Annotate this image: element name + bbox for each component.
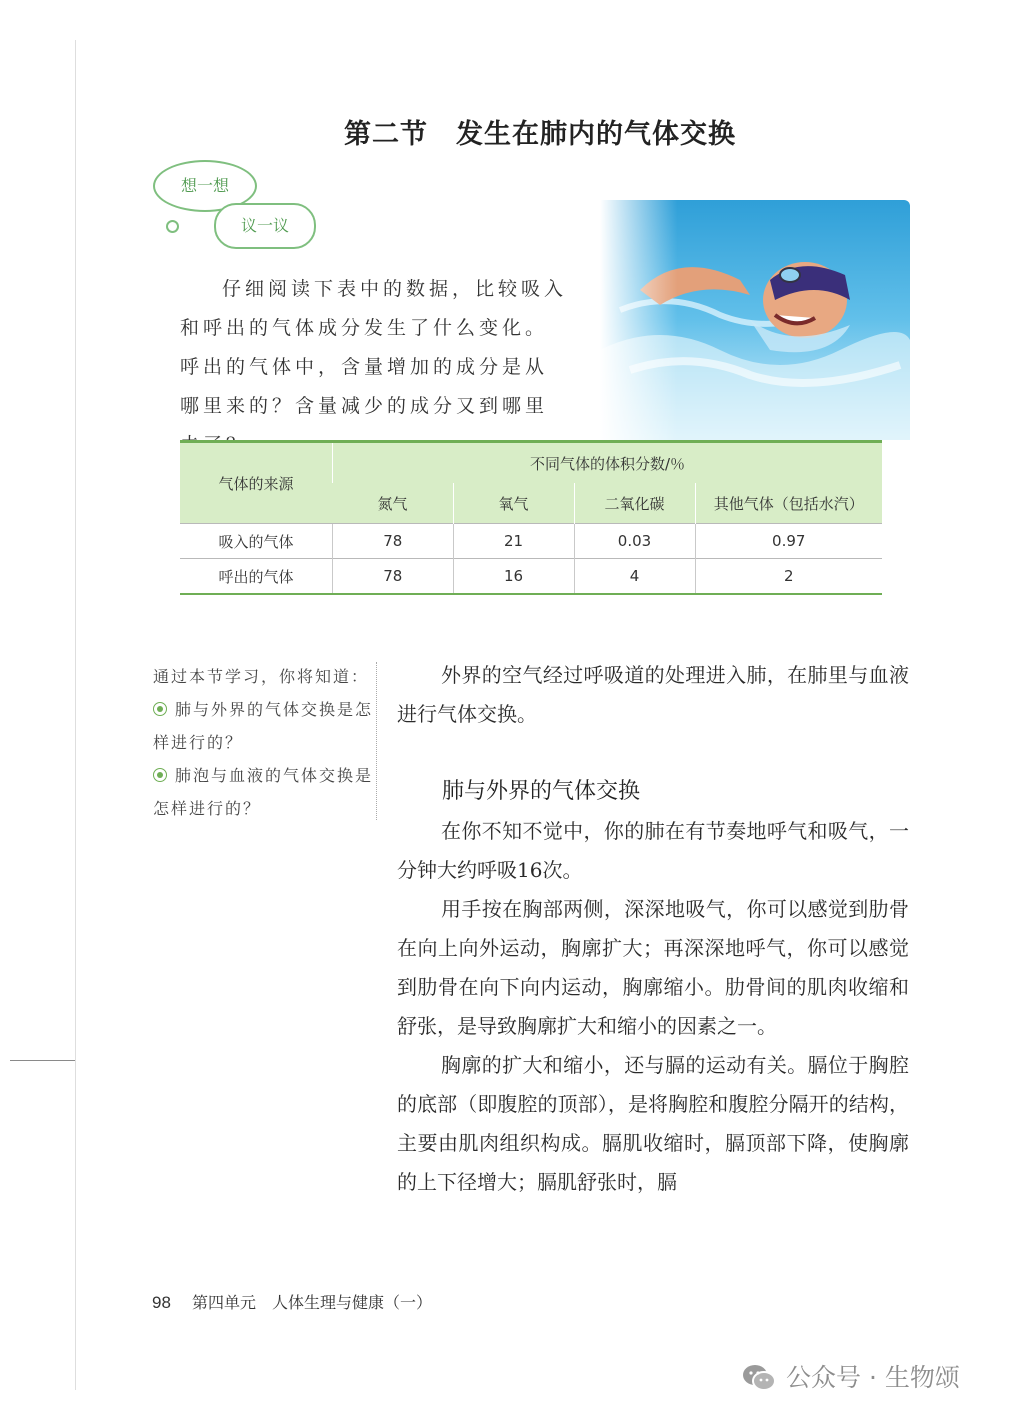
table-row — [180, 559, 882, 595]
objective-text: 肺与外界的气体交换是怎样进行的？ — [153, 700, 374, 752]
table-row — [180, 524, 882, 559]
table-header-co2: 二氧化碳 — [574, 483, 695, 524]
row-label-exhaled: 呼出的气体 — [180, 559, 333, 595]
objectives-intro: 通过本节学习，你将知道： — [153, 667, 370, 686]
objective-item — [153, 693, 375, 759]
page-edge-mark — [10, 1060, 75, 1061]
gas-composition-table — [180, 440, 882, 595]
discuss-bubble — [214, 203, 316, 249]
objectives-divider — [376, 662, 377, 820]
table-header-other: 其他气体（包括水汽） — [695, 483, 882, 524]
section-heading: 肺与外界的气体交换 — [442, 779, 641, 804]
table-cell: 0.03 — [574, 524, 695, 559]
page-number: 98 — [152, 1293, 171, 1312]
table-cell: 78 — [333, 559, 454, 595]
table-header-oxygen: 氧气 — [453, 483, 574, 524]
objective-text: 肺泡与血液的气体交换是怎样进行的？ — [153, 766, 374, 818]
bubble-dot-icon — [166, 220, 179, 233]
discuss-bubble-text: 议一议 — [240, 216, 289, 235]
row-label-inhaled: 吸入的气体 — [180, 524, 333, 559]
unit-title: 第四单元 人体生理与健康（一） — [192, 1293, 433, 1312]
section-title: 第二节 发生在肺内的气体交换 — [344, 119, 736, 150]
paragraph: 在你不知不觉中，你的肺在有节奏地呼气和吸气，一分钟大约呼吸16次。 — [397, 819, 909, 882]
learning-objectives — [153, 660, 375, 825]
table-header-source: 气体的来源 — [180, 442, 333, 524]
bullet-icon — [153, 702, 167, 716]
main-text — [397, 812, 909, 1202]
swimmer-photo — [600, 200, 910, 440]
watermark — [742, 1358, 960, 1398]
paragraph: 外界的空气经过呼吸道的处理进入肺，在肺里与血液进行气体交换。 — [397, 663, 909, 726]
page-footer — [152, 1290, 432, 1313]
table-cell: 78 — [333, 524, 454, 559]
table-header-nitrogen: 氮气 — [333, 483, 454, 524]
table-cell: 0.97 — [695, 524, 882, 559]
bullet-icon — [153, 768, 167, 782]
table-cell: 4 — [574, 559, 695, 595]
watermark-text: 公众号 · 生物颂 — [786, 1363, 960, 1392]
objective-item — [153, 759, 375, 825]
think-bubble-text: 想一想 — [180, 176, 229, 195]
discussion-question: 仔细阅读下表中的数据，比较吸入和呼出的气体成分发生了什么变化。呼出的气体中，含量增加的成分是从哪里来的？含量减少的成分又到哪里 — [180, 278, 568, 417]
paragraph: 胸廓的扩大和缩小，还与膈的运动有关。膈位于胸腔的底部（即腹腔的顶部），是将胸腔和腹腔分隔开的结构，主要由肌肉组织构成。膈肌收缩时，膈顶部下降，使胸廓的上下径增大；膈肌舒张时，膈 — [397, 1053, 909, 1194]
table-header-group: 不同气体的体积分数/％ — [333, 442, 883, 484]
intro-paragraph — [397, 656, 909, 734]
table-cell: 2 — [695, 559, 882, 595]
table-cell: 21 — [453, 524, 574, 559]
wechat-icon — [742, 1364, 776, 1398]
page-margin-line — [75, 40, 76, 1390]
table-cell: 16 — [453, 559, 574, 595]
paragraph: 用手按在胸部两侧，深深地吸气，你可以感觉到肋骨在向上向外运动，胸廓扩大；再深深地呼气，你可以感觉到肋骨在向下向内运动，胸廓缩小。肋骨间的肌肉收缩和舒张，是导致胸廓扩大和缩小的因素之一。 — [397, 897, 909, 1038]
